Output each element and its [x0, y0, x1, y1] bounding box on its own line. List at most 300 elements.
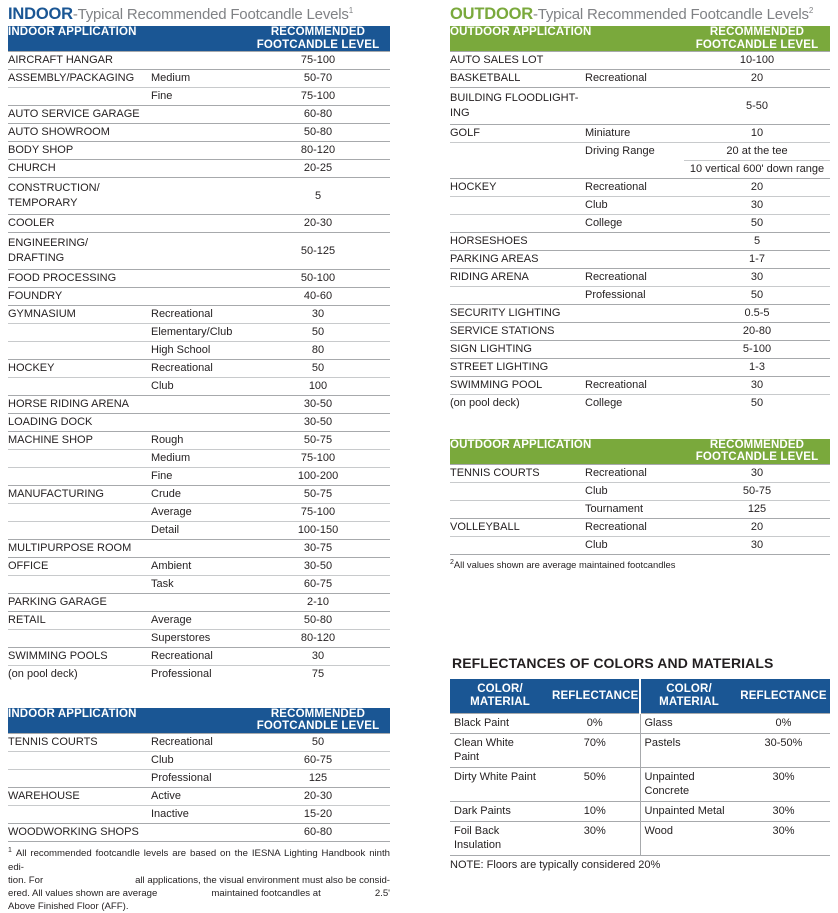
table-row: [8, 576, 390, 594]
table-row: [8, 630, 390, 648]
row-application: TENNIS COURTS: [8, 733, 151, 751]
row-value: 125: [246, 769, 390, 787]
row-subtype: Recreational: [151, 648, 246, 666]
table-row: [8, 178, 390, 215]
indoor-footcandle-table-2: [8, 708, 390, 842]
table-row: [450, 714, 830, 734]
row-subtype: [151, 414, 246, 432]
table-row: [8, 215, 390, 233]
row-value: 50-70: [246, 70, 390, 88]
reflectance-right-value: 30%: [737, 802, 830, 822]
table-row: [8, 270, 390, 288]
row-application: BASKETBALL: [450, 70, 585, 88]
row-subtype: Recreational: [585, 377, 684, 395]
reflectance-left-name: Black Paint: [450, 714, 550, 734]
table-row: [450, 125, 830, 143]
outdoor-section-title: [450, 0, 830, 26]
reflectance-left-value: 0%: [550, 714, 640, 734]
row-application: [8, 805, 151, 823]
row-application: HORSESHOES: [450, 233, 585, 251]
row-application: ASSEMBLY/PACKAGING: [8, 70, 151, 88]
row-subtype: [151, 823, 246, 841]
row-application: SWIMMING POOL: [450, 377, 585, 395]
row-value: 20-25: [246, 160, 390, 178]
outdoor2-header-rec-line1: RECOMMENDED: [709, 438, 805, 451]
table-row: [450, 768, 830, 802]
row-value: 40-60: [246, 288, 390, 306]
table-row: [8, 342, 390, 360]
row-application: TENNIS COURTS: [450, 464, 585, 482]
reflectances-header-col1: [450, 679, 550, 714]
indoor-footnote-line3b: maintained footcandles at: [211, 887, 321, 899]
row-value: 50: [246, 360, 390, 378]
indoor2-header-rec-line2: FOOTCANDLE LEVEL: [256, 720, 380, 733]
row-application: BODY SHOP: [8, 142, 151, 160]
table-row: [8, 594, 390, 612]
table-row: [450, 341, 830, 359]
row-application: HOCKEY: [8, 360, 151, 378]
row-application: (on pool deck): [450, 395, 585, 413]
outdoor-footnote-marker: 2: [450, 559, 454, 567]
row-subtype: College: [585, 215, 684, 233]
row-application: GYMNASIUM: [8, 306, 151, 324]
row-value: 50-125: [246, 233, 390, 270]
row-application: RIDING ARENA: [450, 269, 585, 287]
row-subtype: Recreational: [151, 306, 246, 324]
table-row: [8, 106, 390, 124]
reflectance-left-value: 10%: [550, 802, 640, 822]
row-subtype: [585, 88, 684, 125]
row-value: 20: [684, 179, 830, 197]
row-value: 60-75: [246, 576, 390, 594]
row-application: [8, 468, 151, 486]
row-subtype: [151, 160, 246, 178]
row-application: FOOD PROCESSING: [8, 270, 151, 288]
table-row: [8, 522, 390, 540]
row-subtype: Driving Range: [585, 143, 684, 161]
row-value: 5: [684, 233, 830, 251]
row-subtype: High School: [151, 342, 246, 360]
row-application: COOLER: [8, 215, 151, 233]
row-value: 1-3: [684, 359, 830, 377]
row-value: 75: [246, 666, 390, 684]
outdoor-title-footnote-marker: 2: [808, 6, 814, 15]
row-value: 30: [684, 536, 830, 554]
row-subtype: [585, 323, 684, 341]
row-subtype: Active: [151, 787, 246, 805]
row-value: 50: [684, 395, 830, 413]
row-subtype: Medium: [151, 70, 246, 88]
row-value: 100: [246, 378, 390, 396]
row-value: 50-80: [246, 124, 390, 142]
reflectances-header-col2: REFLECTANCE: [550, 679, 640, 714]
reflectances-header-col4: REFLECTANCE: [737, 679, 830, 714]
outdoor-footcandle-table: [450, 26, 830, 413]
row-subtype: [151, 178, 246, 215]
outdoor-header-recommended: [684, 26, 830, 52]
table-row: [450, 305, 830, 323]
row-value: 50: [684, 215, 830, 233]
table-row: [450, 215, 830, 233]
row-value: 30-75: [246, 540, 390, 558]
row-application: [8, 450, 151, 468]
row-value: 60-80: [246, 823, 390, 841]
left-column-spacer: [8, 684, 390, 708]
indoor-table-header: [8, 26, 390, 52]
row-application: [8, 630, 151, 648]
reflectance-right-name: Glass: [640, 714, 737, 734]
row-application: SERVICE STATIONS: [450, 323, 585, 341]
right-column-spacer-2: [450, 571, 830, 651]
reflectances-header-col1-line2: MATERIAL: [470, 695, 530, 708]
table-row: [8, 233, 390, 270]
row-value: 50: [246, 733, 390, 751]
indoor-table-body: [8, 52, 390, 684]
table-row: [450, 88, 830, 125]
row-subtype: Fine: [151, 468, 246, 486]
row-value: 20: [684, 518, 830, 536]
table-row: [8, 612, 390, 630]
reflectance-left-name: Clean White Paint: [450, 734, 550, 768]
row-subtype: [585, 251, 684, 269]
reflectance-right-name: Unpainted Metal: [640, 802, 737, 822]
row-application: [8, 576, 151, 594]
table-row: [8, 396, 390, 414]
row-subtype: [151, 270, 246, 288]
reflectances-header-col1-line1: COLOR/: [477, 683, 523, 696]
row-application: [450, 500, 585, 518]
indoor-header-application: INDOOR APPLICATION: [8, 26, 246, 52]
table-row: [8, 733, 390, 751]
row-subtype: Average: [151, 504, 246, 522]
table-row: [450, 482, 830, 500]
row-application: CHURCH: [8, 160, 151, 178]
row-value: 50-100: [246, 270, 390, 288]
row-value: 20-30: [246, 787, 390, 805]
row-application: [8, 342, 151, 360]
row-value: 5: [246, 178, 390, 215]
reflectance-right-value: 30%: [737, 822, 830, 856]
table-row: [8, 504, 390, 522]
reflectance-right-value: 30-50%: [737, 734, 830, 768]
row-subtype: [151, 594, 246, 612]
reflectance-left-name: Dark Paints: [450, 802, 550, 822]
reflectance-left-name: Dirty White Paint: [450, 768, 550, 802]
row-subtype: [151, 52, 246, 70]
row-subtype: Task: [151, 576, 246, 594]
row-application: [450, 482, 585, 500]
indoor2-table-header: [8, 708, 390, 734]
row-subtype: [151, 106, 246, 124]
indoor-section-title: [8, 0, 390, 26]
row-subtype: Professional: [151, 769, 246, 787]
row-value: 2-10: [246, 594, 390, 612]
indoor-footnote-line1: All recommended footcandle levels are based on the IESNA Lighting Handbook ninth edi-: [8, 848, 391, 873]
table-row: [450, 500, 830, 518]
indoor2-header-application: INDOOR APPLICATION: [8, 708, 246, 734]
outdoor2-header-recommended: [684, 439, 830, 465]
indoor-title-rest: -Typical Recommended Footcandle Levels: [72, 6, 349, 24]
outdoor2-table-header: [450, 439, 830, 465]
row-subtype: College: [585, 395, 684, 413]
indoor2-header-recommended: [246, 708, 390, 734]
row-subtype: Professional: [151, 666, 246, 684]
row-application: AUTO SHOWROOM: [8, 124, 151, 142]
table-row: [450, 464, 830, 482]
row-application: PARKING GARAGE: [8, 594, 151, 612]
table-row: [8, 378, 390, 396]
row-application: [8, 751, 151, 769]
row-value: 20: [684, 70, 830, 88]
outdoor2-header-rec-line2: FOOTCANDLE LEVEL: [695, 451, 819, 464]
outdoor-header-rec-line2: FOOTCANDLE LEVEL: [695, 38, 819, 51]
table-row: [8, 142, 390, 160]
row-value: 50: [246, 324, 390, 342]
outdoor-table-header: [450, 26, 830, 52]
table-row: [8, 823, 390, 841]
table-row: [8, 540, 390, 558]
indoor-header-recommended: [246, 26, 390, 52]
row-subtype: [585, 305, 684, 323]
row-subtype: Fine: [151, 88, 246, 106]
row-value: 30: [684, 269, 830, 287]
row-value: 20-80: [684, 323, 830, 341]
row-application: OFFICE: [8, 558, 151, 576]
row-value: 30-50: [246, 414, 390, 432]
row-subtype: Inactive: [151, 805, 246, 823]
row-value: 30-50: [246, 558, 390, 576]
row-value: 50-75: [684, 482, 830, 500]
row-application: BUILDING FLOODLIGHT- ING: [450, 88, 585, 125]
row-application: MACHINE SHOP: [8, 432, 151, 450]
row-subtype: Recreational: [151, 360, 246, 378]
row-subtype: Rough: [151, 432, 246, 450]
row-value: 5-100: [684, 341, 830, 359]
row-subtype: Club: [585, 482, 684, 500]
row-application: [450, 161, 585, 179]
outdoor-footcandle-table-2: [450, 439, 830, 555]
table-row: [8, 160, 390, 178]
reflectance-left-value: 70%: [550, 734, 640, 768]
row-application: FOUNDRY: [8, 288, 151, 306]
outdoor-header-application: OUTDOOR APPLICATION: [450, 26, 684, 52]
row-subtype: [151, 233, 246, 270]
row-application: [450, 287, 585, 305]
indoor-footnote-marker: 1: [8, 847, 12, 855]
row-application: SECURITY LIGHTING: [450, 305, 585, 323]
table-row: [450, 802, 830, 822]
table-row: [450, 161, 830, 179]
row-value: 60-75: [246, 751, 390, 769]
row-subtype: [151, 124, 246, 142]
row-value: 30: [684, 197, 830, 215]
reflectances-table-wrap: [450, 679, 830, 856]
row-value: 10-100: [684, 52, 830, 70]
table-row: [450, 70, 830, 88]
table-row: [450, 269, 830, 287]
table-row: [450, 143, 830, 161]
reflectance-left-value: 50%: [550, 768, 640, 802]
table-row: [8, 414, 390, 432]
row-application: [8, 769, 151, 787]
row-subtype: Average: [151, 612, 246, 630]
table-row: [8, 558, 390, 576]
reflectances-table-body: [450, 714, 830, 856]
row-subtype: Recreational: [151, 733, 246, 751]
row-subtype: [585, 359, 684, 377]
indoor-footnote: [8, 841, 390, 913]
row-application: CONSTRUCTION/ TEMPORARY: [8, 178, 151, 215]
row-value: 30: [684, 464, 830, 482]
reflectance-right-name: Wood: [640, 822, 737, 856]
row-subtype: [585, 233, 684, 251]
row-value: 30: [246, 648, 390, 666]
table-row: [450, 233, 830, 251]
table-row: [450, 179, 830, 197]
row-value: 10: [684, 125, 830, 143]
outdoor-table-body: [450, 52, 830, 413]
row-value: 75-100: [246, 88, 390, 106]
reflectances-table: [450, 679, 830, 855]
row-subtype: [151, 215, 246, 233]
row-value: 100-200: [246, 468, 390, 486]
row-value: 80-120: [246, 142, 390, 160]
row-value: 0.5-5: [684, 305, 830, 323]
table-row: [450, 822, 830, 856]
row-value: 80: [246, 342, 390, 360]
table-row: [8, 70, 390, 88]
reflectance-right-value: 30%: [737, 768, 830, 802]
left-column: [8, 0, 390, 913]
indoor-title-footnote-marker: 1: [348, 6, 353, 15]
row-application: MULTIPURPOSE ROOM: [8, 540, 151, 558]
row-application: (on pool deck): [8, 666, 151, 684]
row-value: 50-75: [246, 486, 390, 504]
row-value: 60-80: [246, 106, 390, 124]
row-subtype: Professional: [585, 287, 684, 305]
row-application: HORSE RIDING ARENA: [8, 396, 151, 414]
table-row: [450, 377, 830, 395]
outdoor-footnote-text: All values shown are average maintained footcandles: [453, 559, 676, 571]
row-subtype: Ambient: [151, 558, 246, 576]
row-subtype: Recreational: [585, 179, 684, 197]
reflectances-table-header: [450, 679, 830, 714]
row-application: MANUFACTURING: [8, 486, 151, 504]
row-subtype: Recreational: [585, 269, 684, 287]
table-row: [450, 395, 830, 413]
table-row: [8, 88, 390, 106]
indoor-title-keyword: INDOOR: [8, 5, 73, 24]
row-subtype: Recreational: [585, 464, 684, 482]
row-value: 75-100: [246, 52, 390, 70]
table-row: [8, 648, 390, 666]
outdoor2-header-application: OUTDOOR APPLICATION: [450, 439, 684, 465]
table-row: [8, 805, 390, 823]
row-application: AIRCRAFT HANGAR: [8, 52, 151, 70]
right-column-spacer-1: [450, 413, 830, 439]
indoor-footnote-line3a: ered. All values shown are average: [8, 887, 158, 899]
row-value: 1-7: [684, 251, 830, 269]
row-application: [450, 197, 585, 215]
row-application: VOLLEYBALL: [450, 518, 585, 536]
row-value: 50-80: [246, 612, 390, 630]
indoor-footnote-line2a: tion. For: [8, 874, 44, 886]
row-subtype: Club: [151, 378, 246, 396]
table-row: [450, 734, 830, 768]
row-application: WAREHOUSE: [8, 787, 151, 805]
table-row: [8, 751, 390, 769]
table-row: [8, 288, 390, 306]
row-value: 75-100: [246, 450, 390, 468]
table-row: [8, 124, 390, 142]
reflectance-right-value: 0%: [737, 714, 830, 734]
row-subtype: Miniature: [585, 125, 684, 143]
row-application: HOCKEY: [450, 179, 585, 197]
reflectance-left-name: Foil Back Insulation: [450, 822, 550, 856]
row-value: 15-20: [246, 805, 390, 823]
table-row: [450, 287, 830, 305]
row-application: [8, 504, 151, 522]
row-application: GOLF: [450, 125, 585, 143]
row-subtype: Tournament: [585, 500, 684, 518]
row-application: ENGINEERING/ DRAFTING: [8, 233, 151, 270]
row-subtype: Elementary/Club: [151, 324, 246, 342]
row-subtype: Superstores: [151, 630, 246, 648]
table-row: [450, 518, 830, 536]
row-subtype: [585, 52, 684, 70]
indoor-footnote-line3c: 2.5': [374, 887, 390, 899]
row-subtype: [151, 142, 246, 160]
row-value: 30-50: [246, 396, 390, 414]
row-application: [8, 324, 151, 342]
table-row: [450, 536, 830, 554]
row-subtype: Crude: [151, 486, 246, 504]
indoor-header-rec-line2: FOOTCANDLE LEVEL: [256, 38, 380, 51]
row-subtype: Recreational: [585, 70, 684, 88]
row-application: AUTO SERVICE GARAGE: [8, 106, 151, 124]
outdoor-title-keyword: OUTDOOR: [450, 5, 533, 24]
row-application: RETAIL: [8, 612, 151, 630]
table-row: [8, 52, 390, 70]
row-value: 125: [684, 500, 830, 518]
outdoor2-table-body: [450, 464, 830, 554]
table-row: [8, 324, 390, 342]
reflectances-header-col3-line2: MATERIAL: [659, 695, 719, 708]
outdoor-title-rest: -Typical Recommended Footcandle Levels: [532, 6, 809, 24]
row-subtype: [151, 288, 246, 306]
table-row: [450, 197, 830, 215]
row-value: 20-30: [246, 215, 390, 233]
right-column: [450, 0, 830, 871]
row-application: [8, 378, 151, 396]
row-subtype: Detail: [151, 522, 246, 540]
row-value: 75-100: [246, 504, 390, 522]
row-subtype: [585, 161, 684, 179]
row-application: [8, 88, 151, 106]
indoor-header-rec-line1: RECOMMENDED: [270, 26, 366, 39]
row-application: [450, 215, 585, 233]
table-row: [8, 769, 390, 787]
row-value: 5-50: [684, 88, 830, 125]
table-row: [450, 251, 830, 269]
row-subtype: Club: [151, 751, 246, 769]
table-row: [8, 306, 390, 324]
row-subtype: Club: [585, 197, 684, 215]
reflectances-title: REFLECTANCES OF COLORS AND MATERIALS: [452, 655, 774, 672]
row-application: SWIMMING POOLS: [8, 648, 151, 666]
outdoor-header-rec-line1: RECOMMENDED: [709, 26, 805, 39]
indoor2-header-rec-line1: RECOMMENDED: [270, 707, 366, 720]
